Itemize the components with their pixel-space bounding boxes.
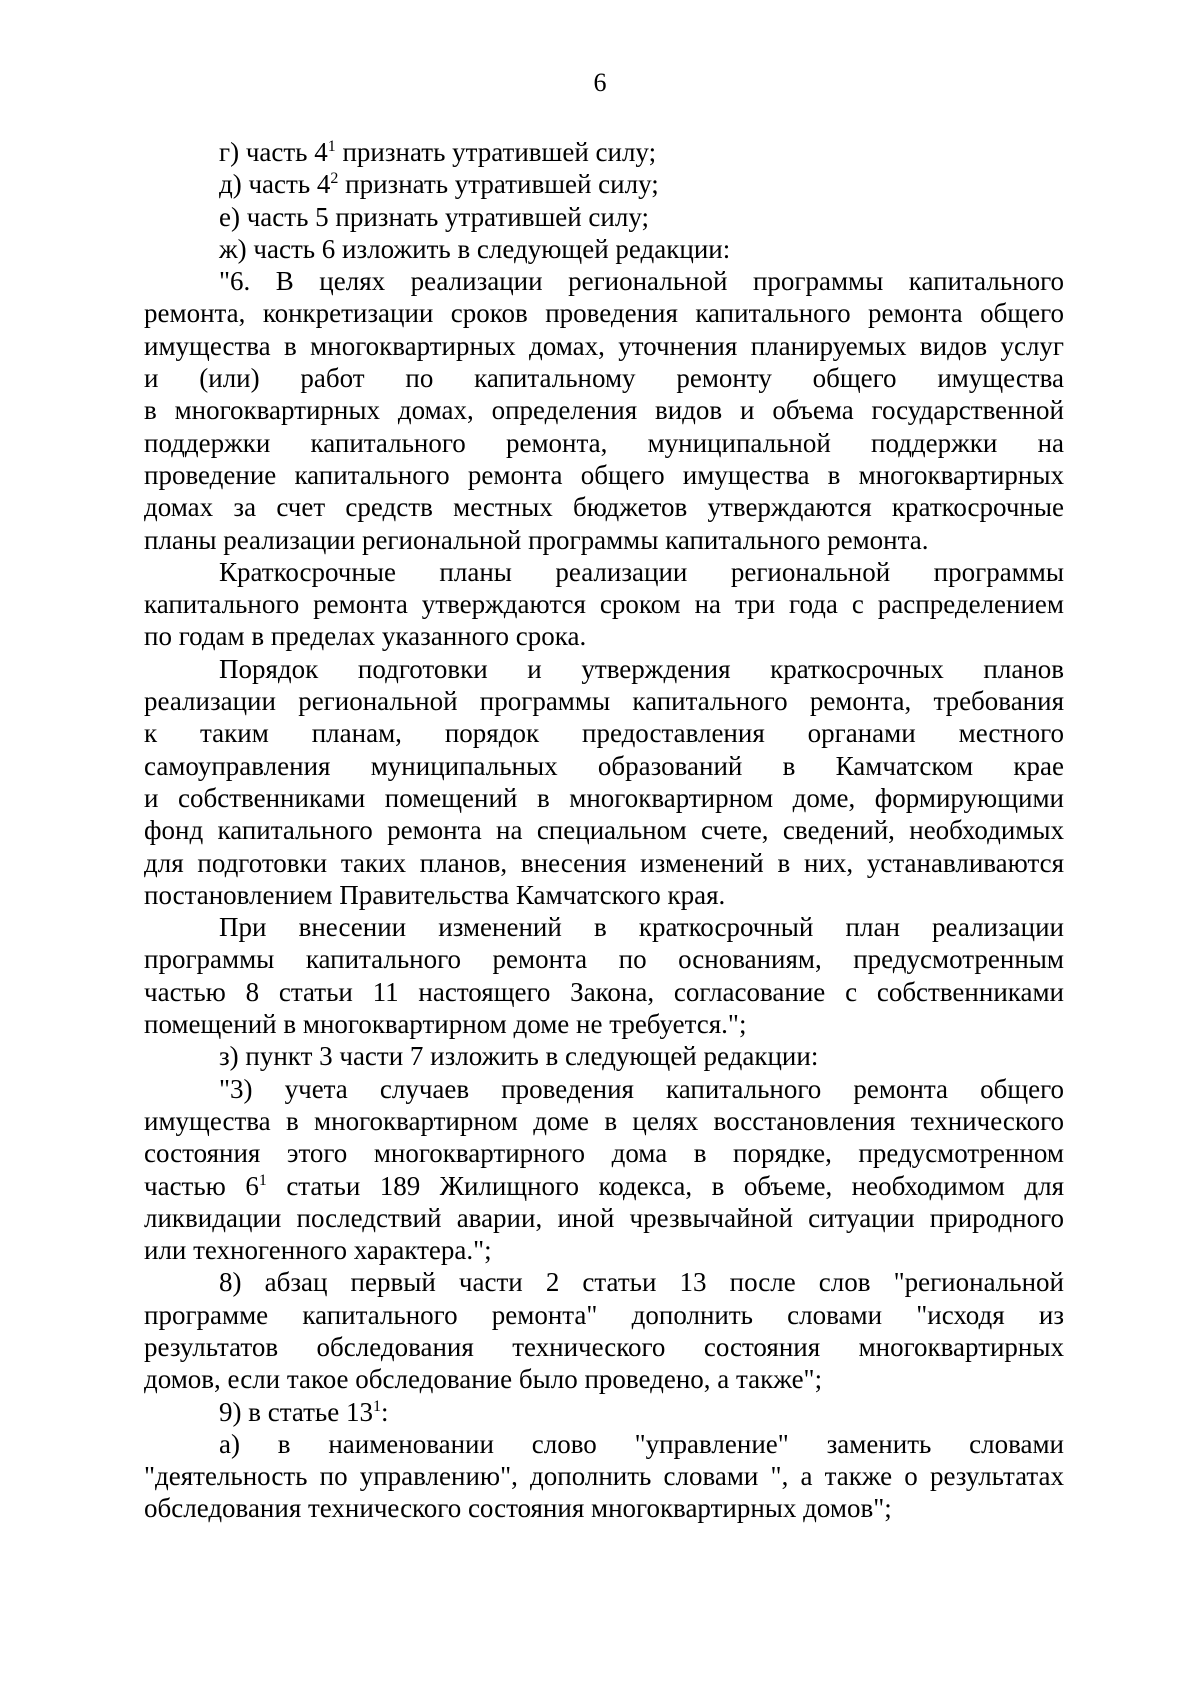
text-line: в многоквартирных домах, определения видов и объема государственной [144,395,1064,426]
text-line: Порядок подготовки и утверждения краткосрочных планов [219,653,1064,684]
text-line: фонд капитального ремонта на специальном счете, сведений, необходимых [144,815,1064,846]
text-line: ремонта, конкретизации сроков проведения капитального ремонта общего [144,298,1064,329]
text-line: и собственниками помещений в многоквартирном доме, формирующими [144,782,1064,813]
list-item-8: 8) абзац первый части 2 статьи 13 после слов "региональной [219,1267,1064,1298]
text-line: частью 8 статьи 11 настоящего Закона, согласование с собственниками [144,976,1064,1007]
text-line: имущества в многоквартирных домах, уточнения планируемых видов услуг [144,330,1064,361]
list-item-d: д) часть $4^2$ признать утратившей силу; [219,169,659,200]
page-number: 6 [593,68,607,97]
text-line: частью $6^1$ статьи 189 Жилищного кодекса, в объеме, необходимом для [144,1170,1064,1201]
text-line: самоуправления муниципальных образований в Камчатском крае [144,750,1064,781]
text-line: состояния этого многоквартирного дома в порядке, предусмотренном [144,1138,1064,1169]
text-line: программе капитального ремонта" дополнить словами "исходя из [144,1299,1064,1330]
text-line: и (или) работ по капитальному ремонту общего имущества [144,363,1064,394]
text-line: для подготовки таких планов, внесения изменений в них, устанавливаются [144,847,1064,878]
text-line: или техногенного характера."; [144,1235,492,1266]
text-line: ликвидации последствий аварии, иной чрезвычайной ситуации природного [144,1202,1064,1233]
text-line: капитального ремонта утверждаются сроком на три года с распределением [144,589,1064,620]
text-line: "деятельность по управлению", дополнить словами ", а также о результатах [144,1461,1064,1492]
text-line: реализации региональной программы капитального ремонта, требования [144,686,1064,717]
text-line: проведение капитального ремонта общего имущества в многоквартирных [144,459,1064,490]
text-line: результатов обследования технического состояния многоквартирных [144,1331,1064,1362]
text-line: обследования технического состояния многоквартирных домов"; [144,1493,892,1524]
list-item-z: з) пункт 3 части 7 изложить в следующей редакции: [219,1041,819,1072]
list-item-9: 9) в статье $13^1$: [219,1396,389,1427]
list-item-a: а) в наименовании слово "управление" заменить словами [219,1428,1064,1459]
text-line: планы реализации региональной программы капитального ремонта. [144,524,929,555]
text-line: "6. В целях реализации региональной программы капитального [219,266,1064,297]
text-line: постановлением Правительства Камчатского края. [144,879,726,910]
text-line: помещений в многоквартирном доме не требуется."; [144,1009,747,1040]
text-line: домах за счет средств местных бюджетов утверждаются краткосрочные [144,492,1064,523]
text-line: домов, если такое обследование было проведено, а также"; [144,1364,823,1395]
text-line: к таким планам, порядок предоставления органами местного [144,718,1064,749]
text-line: Краткосрочные планы реализации региональной программы [219,556,1064,587]
text-line: При внесении изменений в краткосрочный план реализации [219,912,1064,943]
list-item-e: е) часть 5 признать утратившей силу; [219,201,649,232]
list-item-zh: ж) часть 6 изложить в следующей редакции: [219,233,731,264]
text-line: имущества в многоквартирном доме в целях восстановления технического [144,1105,1064,1136]
text-line: программы капитального ремонта по основаниям, предусмотренным [144,944,1064,975]
text-line: по годам в пределах указанного срока. [144,621,587,652]
text-line: поддержки капитального ремонта, муниципальной поддержки на [144,427,1064,458]
text-line: "3) учета случаев проведения капитального ремонта общего [219,1073,1064,1104]
list-item-g: г) часть $4^1$ признать утратившей силу; [219,137,657,167]
document-body [144,136,1064,1525]
